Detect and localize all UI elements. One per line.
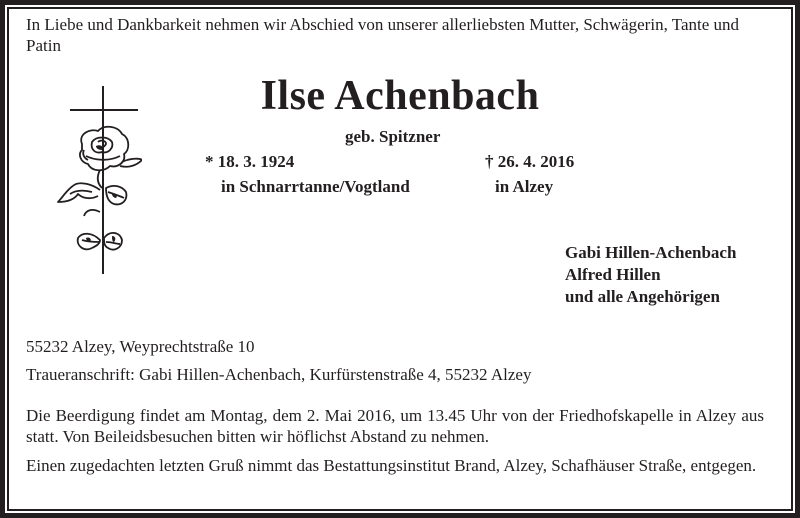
death-date: † 26. 4. 2016 [485,152,575,171]
mourner-name: Alfred Hillen [565,265,661,284]
birth-date: * 18. 3. 1924 [205,152,295,171]
maiden-name: geb. Spitzner [345,127,441,146]
mourner-name: und alle Angehörigen [565,287,720,306]
deceased-name [0,72,800,120]
farewell-notice: Einen zugedachten letzten Gruß nimmt das Bestattungsinstitut Brand, Alzey, Schafhäuser Straße, entgegen. [26,456,757,475]
deceased-name-text: Ilse Achenbach [260,73,540,119]
death-place: in Alzey [495,177,554,196]
mourners-list [565,242,736,308]
residence-address: 55232 Alzey, Weyprechtstraße 10 [26,337,255,356]
birth-place: in Schnarrtanne/Vogtland [221,177,410,196]
intro-text: In Liebe und Dankbarkeit nehmen wir Abschied von unserer allerliebsten Mutter, Schwägerin, Tante und Patin [26,15,740,55]
mourner-name: Gabi Hillen-Achenbach [565,243,737,262]
funeral-notice: Die Beerdigung findet am Montag, dem 2. Mai 2016, um 13.45 Uhr von der Friedhofskapelle in Alzey aus statt. Von Beileidsbesuchen bitten wir höflichst Abstand zu nehmen. [26,406,764,446]
mourning-address: Traueranschrift: Gabi Hillen-Achenbach, Kurfürstenstraße 4, 55232 Alzey [26,365,532,384]
